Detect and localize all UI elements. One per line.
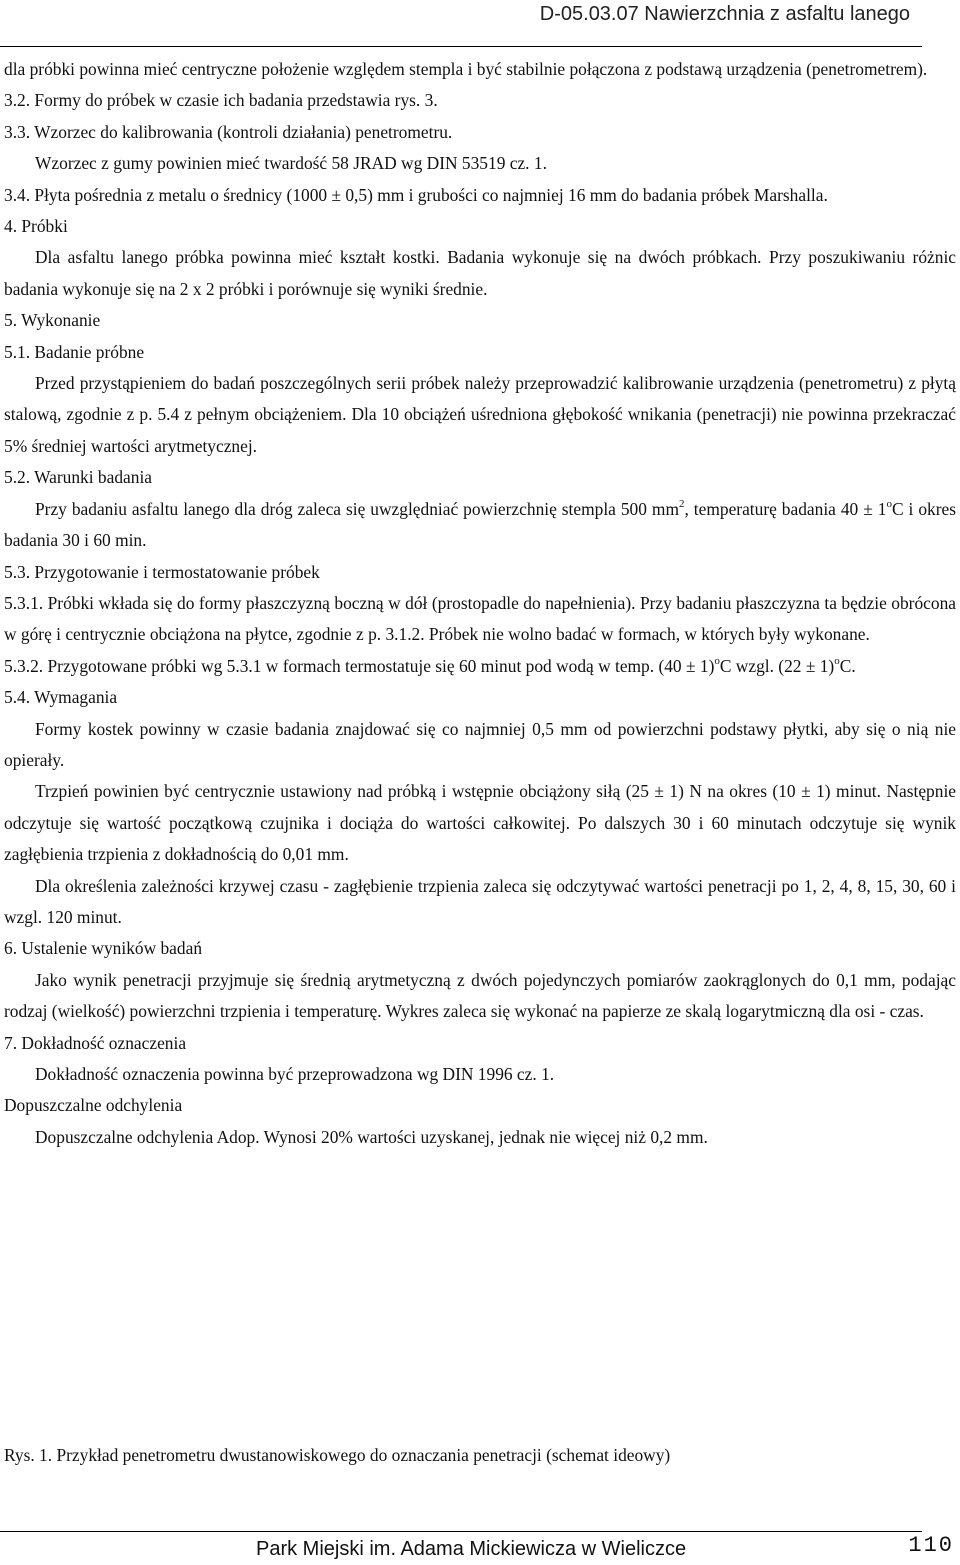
paragraph-5-3-2: 5.3.2. Przygotowane próbki wg 5.3.1 w formach termostatuje się 60 minut pod wodą w temp. $(40 \pm 1)^oC$ wzgl. $(22 \pm 1)^oC$. [4, 654, 856, 676]
document-body [4, 54, 956, 1153]
paragraph-time-curve: Dla określenia zależności krzywej czasu - zagłębienie trzpienia zaleca się odczytywać wartości penetracji po 1, 2, 4, 8, 15, 30, 60 i wzgl. 120 minut. [4, 875, 956, 927]
heading-3-3: 3.3. Wzorzec do kalibrowania (kontroli działania) penetrometru. [4, 121, 453, 142]
paragraph-tolerances: Dopuszczalne odchylenia Adop. Wynosi 20% wartości uzyskanej, jednak nie więcej niż 0,2 mm. [35, 1126, 708, 1147]
paragraph-mold-requirements: Formy kostek powinny w czasie badania znajdować się co najmniej 0,5 mm od powierzchni podstawy płytki, aby się o nią nie opierały. [4, 718, 956, 770]
heading-5-1: 5.1. Badanie próbne [4, 341, 145, 362]
paragraph-calibration: Przed przystąpieniem do badań poszczególnych serii próbek należy przeprowadzić kalibrowanie urządzenia (penetrometru) z płytą stalową, zgodnie z p. 5.4 z pełnym obciążeniem. Dla 10 obciążeń uśredniona głębokość wnikania (penetracji) nie powinna przekraczać 5% średniej wartości arytmetycznej. [4, 373, 956, 456]
paragraph-sample-placement: dla próbki powinna mieć centryczne położenie względem stempla i być stabilnie połączona z podstawą urządzenia (penetrometrem). [4, 59, 928, 79]
heading-5-3: 5.3. Przygotowanie i termostatowanie próbek [4, 561, 320, 582]
paragraph-accuracy: Dokładność oznaczenia powinna być przeprowadzona wg DIN 1996 cz. 1. [35, 1064, 555, 1084]
heading-4-samples: 4. Próbki [4, 216, 68, 237]
paragraph-mandrel-load: Trzpień powinien być centrycznie ustawiony nad próbką i wstępnie obciążony siłą (25 ± 1) N na okres (10 ± 1) minut. Następnie odczytuje się wartość początkową czujnika i dociąża do wartości całkowitej. Po dalszych 30 i 60 minutach odczytuje się wynik zagłębienia trzpienia z dokładnością do 0,01 mm. [4, 781, 956, 865]
paragraph-test-conditions: Przy badaniu asfaltu lanego dla dróg zaleca się uwzględniać powierzchnię stempla 500 $mm^2$, temperaturę badania $40 \pm 1^oC$ i okres badania 30 i 60 min. [4, 497, 956, 551]
heading-5-execution: 5. Wykonanie [4, 310, 101, 331]
heading-5-2: 5.2. Warunki badania [4, 467, 152, 488]
document-header-title: D-05.03.07 Nawierzchnia z asfaltu lanego [539, 3, 910, 25]
heading-5-4: 5.4. Wymagania [4, 687, 118, 708]
paragraph-results: Jako wynik penetracji przyjmuje się średnią arytmetyczną z dwóch pojedynczych pomiarów zaokrąglonych do 0,1 mm, podając rodzaj (wielkość) powierzchni trzpienia i temperaturę. Wykres zaleca się wykonać na papierze ze skalą logarytmiczną dla osi - czas. [4, 969, 956, 1022]
paragraph-rubber-standard: Wzorzec z gumy powinien mieć twardość 58 JRAD wg DIN 53519 cz. 1. [35, 153, 547, 174]
header-rule [0, 46, 922, 47]
paragraph-samples: Dla asfaltu lanego próbka powinna mieć kształt kostki. Badania wykonuje się na dwóch próbkach. Przy poszukiwaniu różnic badania wykonuje się na 2 x 2 próbki i porównuje się wyniki średnie. [4, 247, 956, 299]
paragraph-5-3-1: 5.3.1. Próbki wkłada się do formy płaszczyzną boczną w dół (prostopadle do napełnienia). Przy badaniu płaszczyzna ta będzie obrócona w górę i centrycznie obciążona na płytce, zgodnie z p. 3.1.2. Próbek nie wolno badać w formach, w których były wykonane. [4, 592, 956, 645]
footer-title: Park Miejski im. Adama Mickiewicza w Wieliczce [256, 1538, 687, 1560]
paragraph-3-4: 3.4. Płyta pośrednia z metalu o średnicy (1000 ± 0,5) mm i grubości co najmniej 16 mm do badania próbek Marshalla. [4, 184, 828, 205]
page-number: 110 [908, 1533, 954, 1558]
paragraph-3-2: 3.2. Formy do próbek w czasie ich badania przedstawia rys. 3. [4, 90, 438, 111]
footer-rule [0, 1531, 922, 1532]
heading-tolerances: Dopuszczalne odchylenia [4, 1095, 183, 1116]
heading-6-results: 6. Ustalenie wyników badań [4, 938, 203, 959]
figure-caption: Rys. 1. Przykład penetrometru dwustanowiskowego do oznaczania penetracji (schemat ideowy) [4, 1445, 671, 1465]
heading-7-accuracy: 7. Dokładność oznaczenia [4, 1032, 187, 1053]
